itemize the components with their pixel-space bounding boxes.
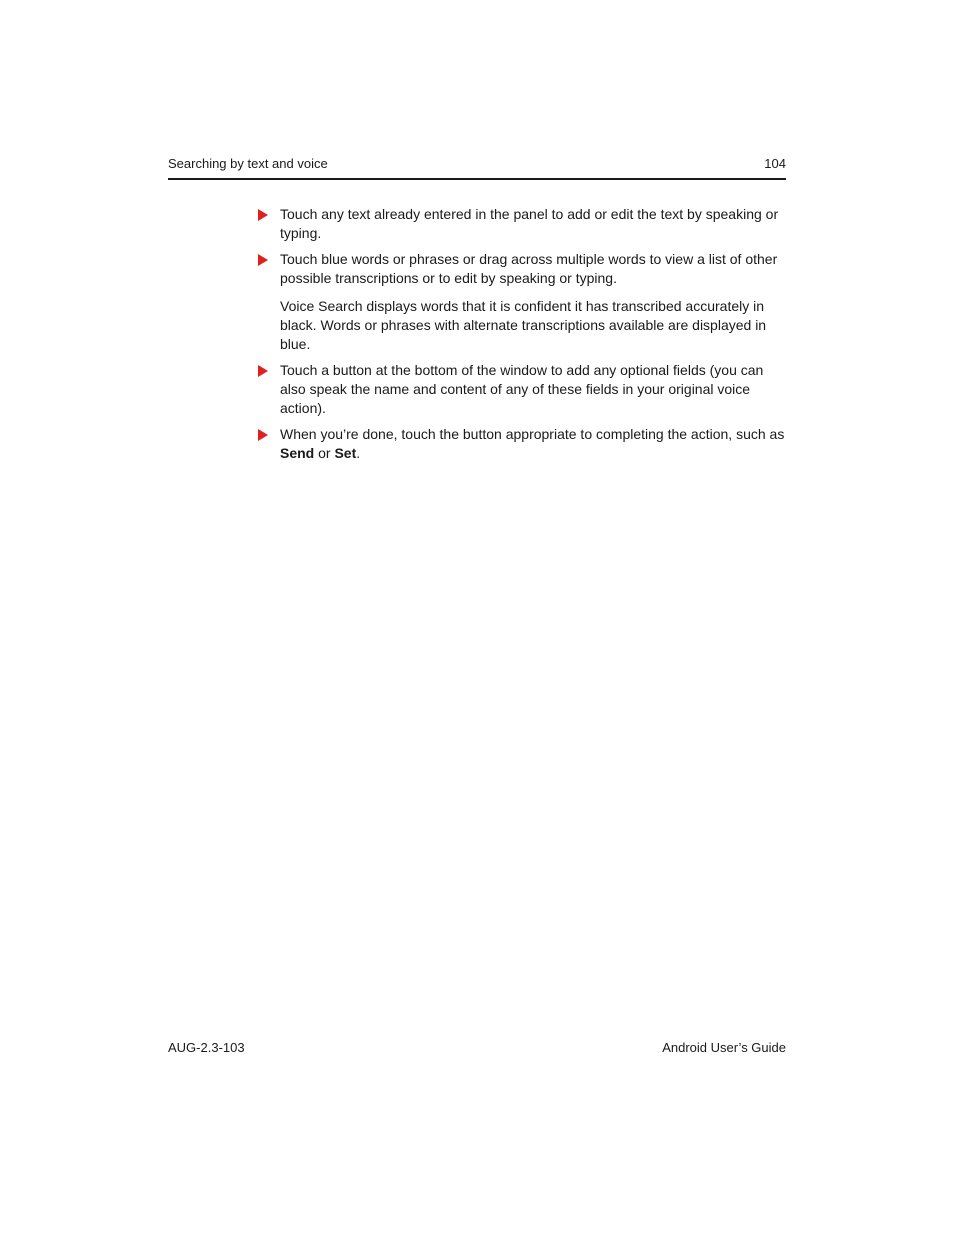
page-header (168, 154, 786, 180)
set-label: Set (334, 445, 357, 461)
bullet-item (258, 361, 788, 418)
page-content (258, 205, 788, 470)
document-id: AUG-2.3-103 (168, 1040, 245, 1055)
send-label: Send (280, 445, 315, 461)
bullet-text: Touch blue words or phrases or drag across multiple words to view a list of other possible transcriptions or to edit by speaking or typing. (280, 251, 778, 286)
bullet-text-before: When you’re done, touch the button appropriate to completing the action, such as (280, 426, 785, 442)
bullet-item (258, 425, 788, 463)
triangle-right-icon (258, 209, 268, 221)
bullet-text: Touch a button at the bottom of the window to add any optional fields (you can also speak the name and content of any of these fields in your original voice action). (280, 362, 764, 416)
body-paragraph: Voice Search displays words that it is confident it has transcribed accurately in black. Words or phrases with alternate transcriptions available are displayed in blue. (280, 298, 767, 352)
bullet-item (258, 205, 788, 243)
bullet-text-middle: or (314, 445, 335, 461)
bullet-item (258, 250, 788, 288)
triangle-right-icon (258, 429, 268, 441)
document-title: Android User’s Guide (662, 1040, 786, 1055)
bullet-text (280, 426, 784, 461)
bullet-text-end: . (356, 445, 361, 461)
triangle-right-icon (258, 365, 268, 377)
bullet-text: Touch any text already entered in the panel to add or edit the text by speaking or typing. (280, 206, 779, 241)
page-number: 104 (764, 156, 786, 171)
section-title: Searching by text and voice (168, 156, 328, 171)
triangle-right-icon (258, 254, 268, 266)
